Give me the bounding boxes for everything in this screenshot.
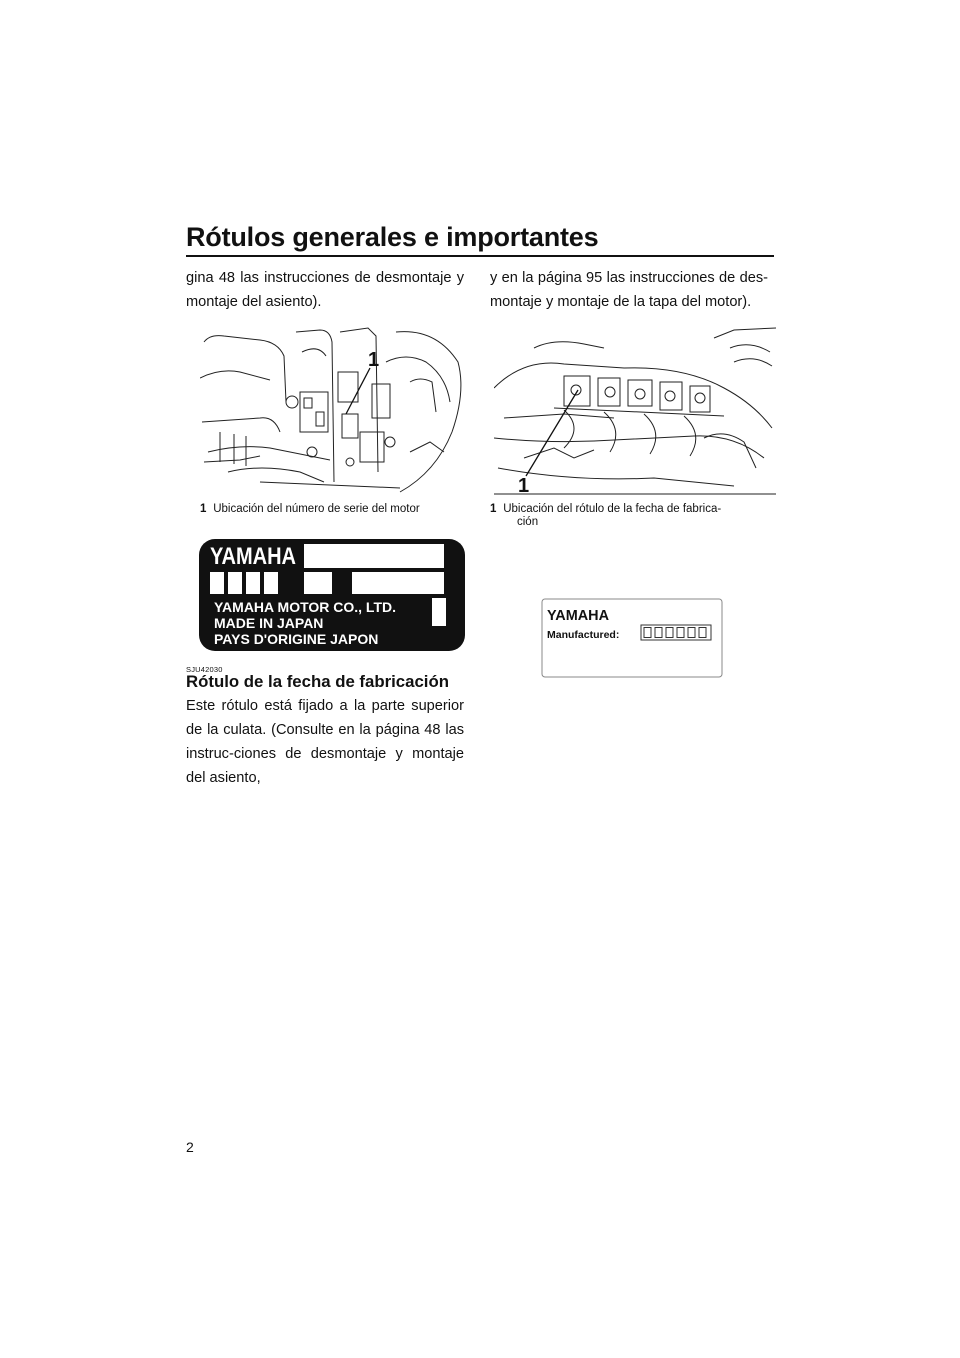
right-column <box>490 266 768 314</box>
left-column <box>186 266 464 314</box>
callout-1-left: 1 <box>368 349 380 371</box>
serial-label-line3: PAYS D'ORIGINE JAPON <box>214 631 379 647</box>
title-rule <box>186 255 774 257</box>
page-number: 2 <box>186 1139 194 1155</box>
right-paragraph: y en la página 95 las instrucciones de des-montaje y montaje de la tapa del motor). <box>490 270 768 310</box>
caption-left-number: 1 <box>200 503 207 515</box>
section-body-column <box>186 694 464 790</box>
engine-serial-illustration <box>200 322 464 498</box>
section-code: SJU42030 <box>186 665 223 674</box>
serial-label-line1: YAMAHA MOTOR CO., LTD. <box>214 599 396 615</box>
section-heading: Rótulo de la fecha de fabricación <box>186 672 449 691</box>
manufacture-date-label <box>541 598 723 678</box>
mfg-label-brand: YAMAHA <box>547 607 610 624</box>
caption-right <box>490 503 770 529</box>
caption-right-line2: ción <box>517 516 539 528</box>
caption-left-text: Ubicación del número de serie del motor <box>213 503 420 515</box>
section-body: Este rótulo está fijado a la parte superior de la culata. (Consulte en la página 48 las instruc-ciones de desmontaje y montaje del asiento, <box>186 698 464 786</box>
caption-right-number: 1 <box>490 503 497 515</box>
caption-left <box>200 503 470 516</box>
serial-label-line2: MADE IN JAPAN <box>214 615 324 631</box>
callout-1-right: 1 <box>518 475 530 497</box>
serial-label-brand: YAMAHA <box>210 543 296 570</box>
left-paragraph: gina 48 las instrucciones de desmontaje y montaje del asiento). <box>186 270 464 310</box>
mfg-label-field: Manufactured: <box>547 629 620 641</box>
page-title: Rótulos generales e importantes <box>186 222 599 252</box>
caption-right-line1: Ubicación del rótulo de la fecha de fabrica- <box>503 503 722 515</box>
engine-date-label-illustration <box>494 318 776 502</box>
serial-number-label <box>198 538 466 652</box>
